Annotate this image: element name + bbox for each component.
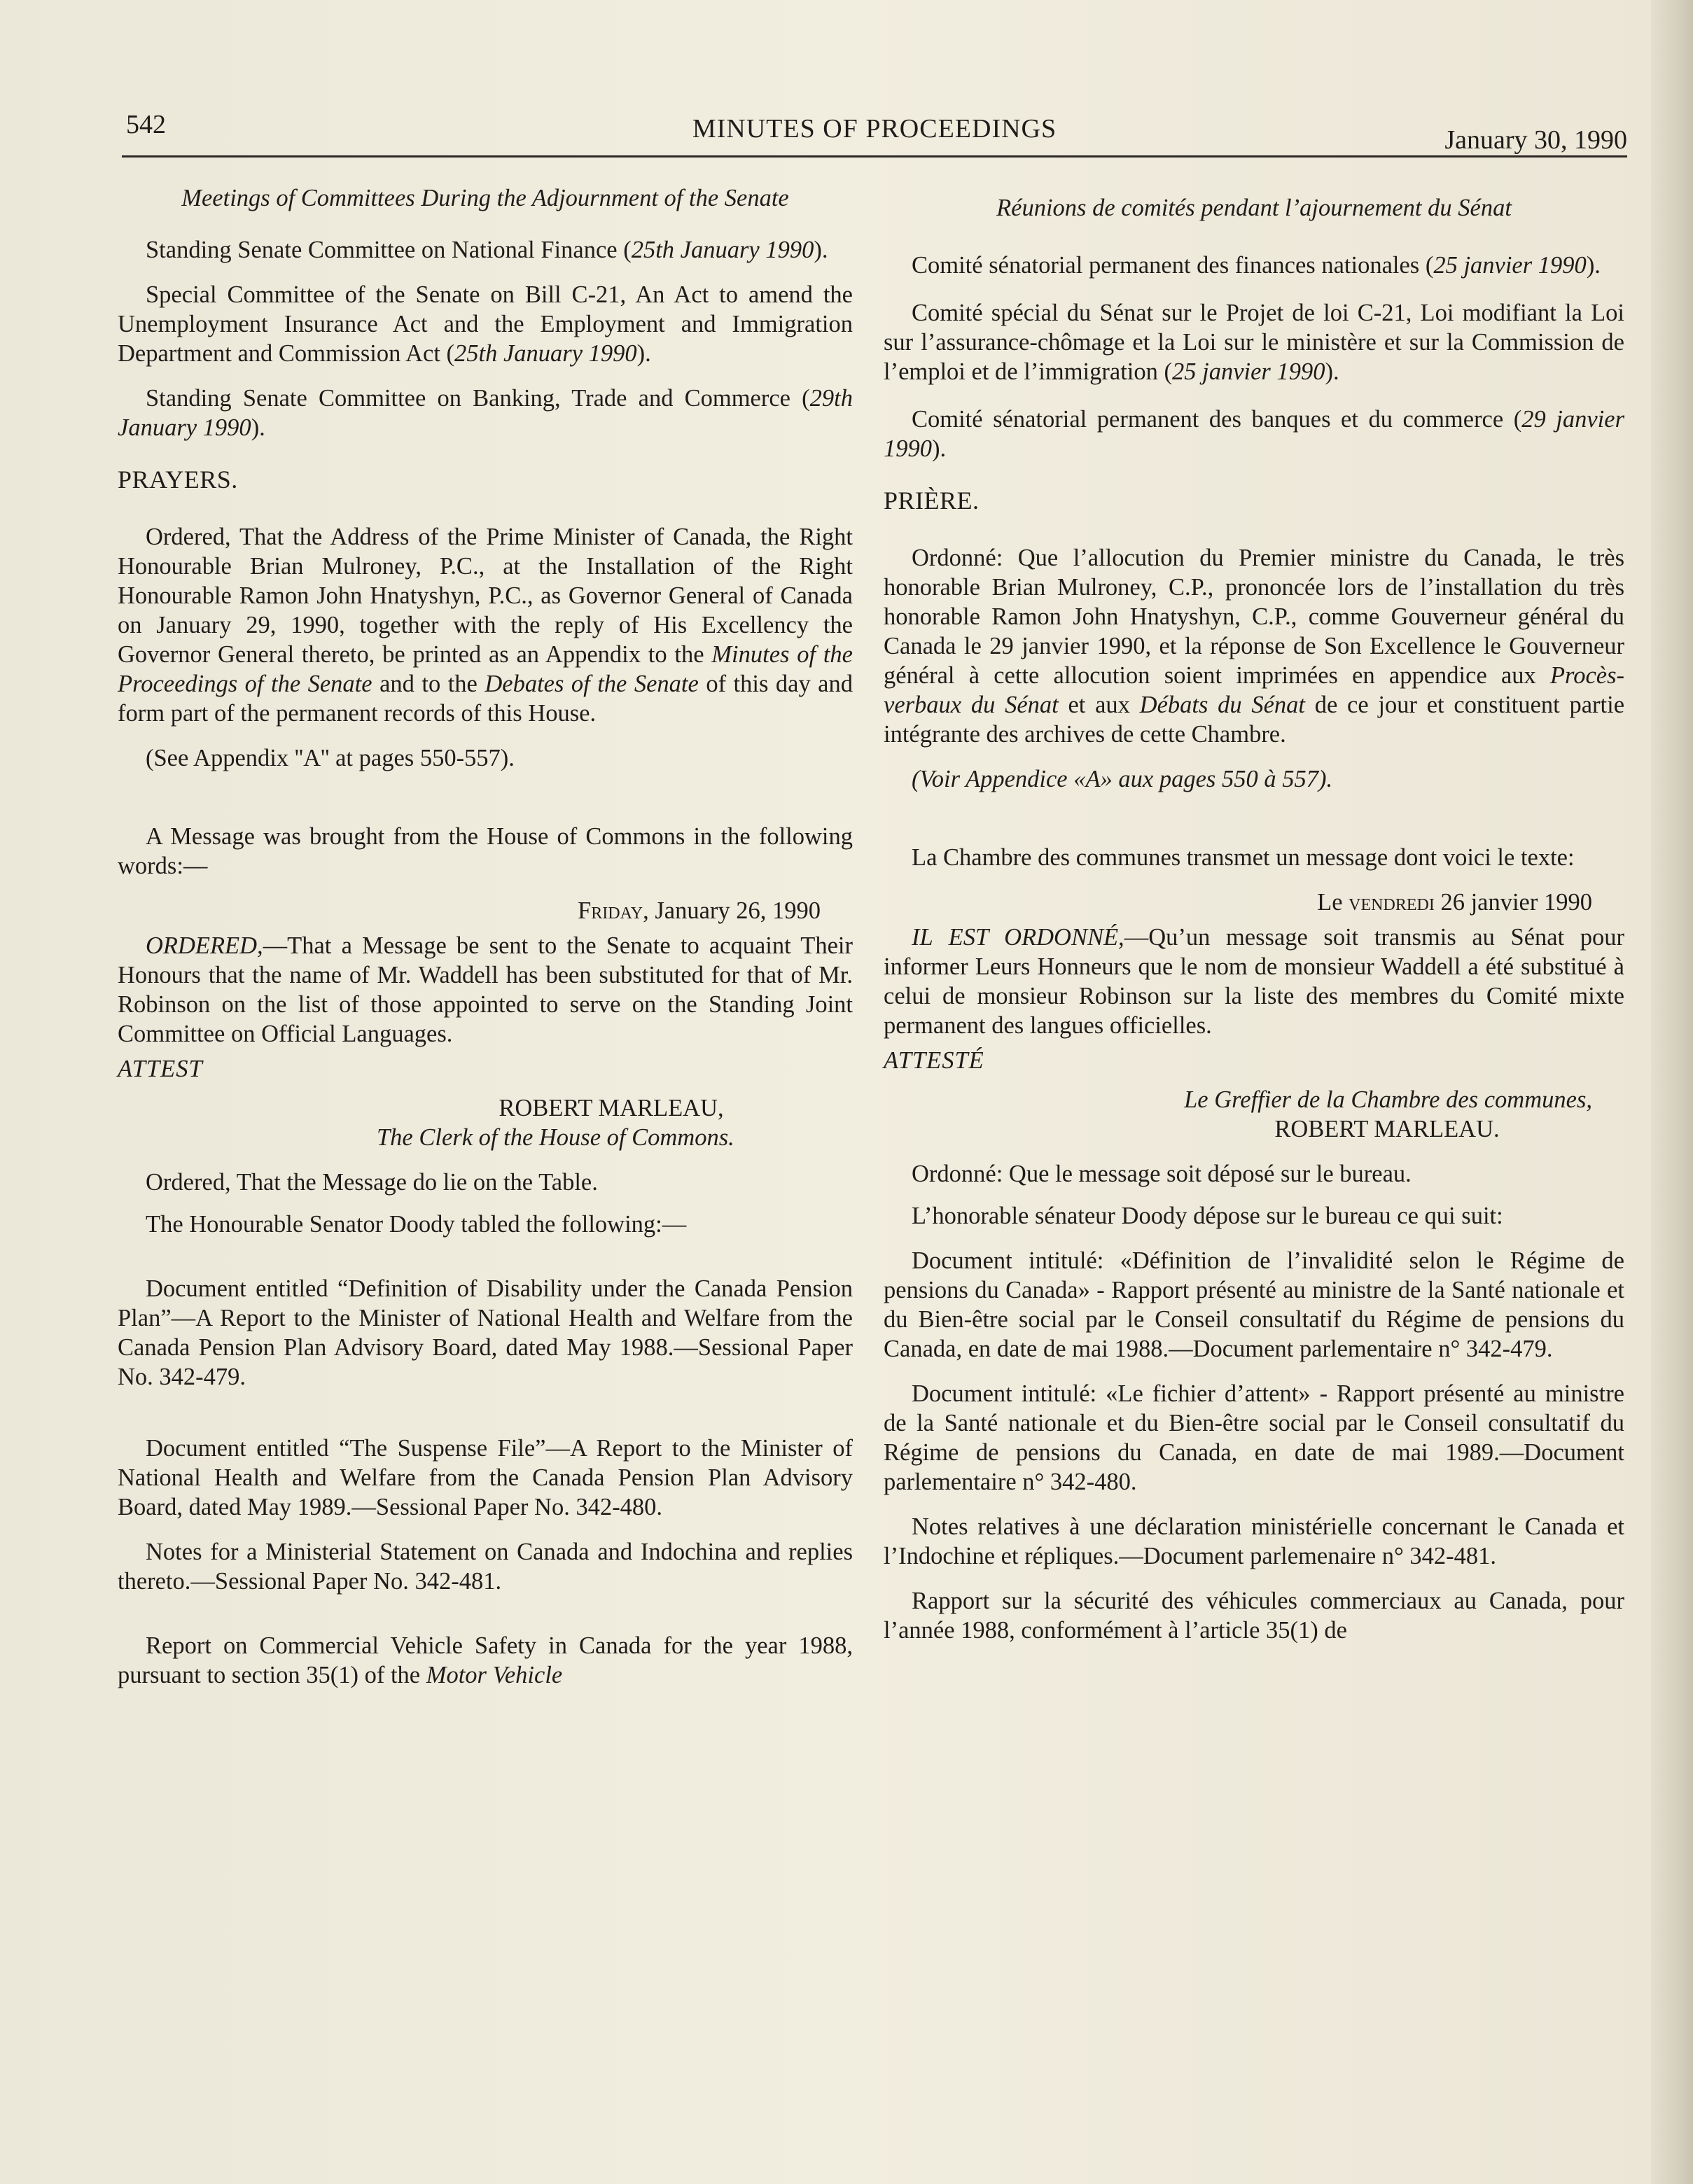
ordered-address-paragraph: Ordered, That the Address of the Prime Minister of Canada, the Right Honourable Brian Mulroney, P.C., at the Installation of the Right Honourable Ramon John Hnatyshyn, P.C., as Governor General of Canada on January 29, 1990, together with the reply of His Excellency the Governor General thereto, be printed as an Appendix to the Minutes of the Proceedings of the Senate and to the Debates of the Senate of this day and form part of the permanent records of this House. [118,524,853,727]
page-edge [1651,0,1693,2184]
sessional-document: Document entitled “Definition of Disability under the Canada Pension Plan”—A Report to the Minister of National Health and Welfare from the Canada Pension Plan Advisory Board, dated May 1988.—Sessional Paper No. 342-479. [118,1275,853,1390]
committee-entry-fr: Comité sénatorial permanent des banques et du commerce (29 janvier 1990). [884,406,1624,462]
ordered-table: Ordered, That the Message do lie on the Table. [146,1169,598,1196]
page-number: 542 [126,110,166,139]
report-paragraph: Report on Commercial Vehicle Safety in Canada for the year 1988, pursuant to section 35(1) of the Motor Vehicle [118,1632,853,1688]
clerk-name-fr: ROBERT MARLEAU. [1274,1116,1500,1142]
page-header [122,105,1627,158]
attest-label: ATTEST [118,1056,203,1082]
sessional-document-fr: Document intitulé: «Le fichier d’attent» - Rapport présenté au ministre de la Santé nationale et du Bien-être social par le Conseil consultatif du Régime de pensions du Canada, en date de mai 1989.—Document parlementaire n° 342-480. [884,1380,1624,1495]
sessional-document: Document entitled “The Suspense File”—A Report to the Minister of National Health and Welfare from the Canada Pension Plan Advisory Board, dated May 1989.—Sessional Paper No. 342-480. [118,1435,853,1520]
message-date: Friday, January 26, 1990 [578,897,821,924]
ordered-address-paragraph-fr: Ordonné: Que l’allocution du Premier ministre du Canada, le très honorable Brian Mulroney, C.P., prononcée lors de l’installation du très honorable Ramon John Hnatyshyn, C.P., comme Gouverneur général du Canada le 29 janvier 1990, et la réponse de Son Excellence le Gouverneur général à cette allocution soient imprimées en appendice aux Procès-verbaux du Sénat et aux Débats du Sénat de ce jour et constituent partie intégrante des archives de cette Chambre. [884,545,1625,748]
committee-entry: Standing Senate Committee on Banking, Trade and Commerce (29th January 1990). [118,385,853,441]
committee-entry: Special Committee of the Senate on Bill C-21, An Act to amend the Unemployment Insurance Act and the Employment and Immigration Department and Commission Act (25th January 1990). [118,281,853,367]
committee-entry-fr: Comité spécial du Sénat sur le Projet de loi C-21, Loi modifiant la Loi sur l’assurance-chômage et la Loi sur le ministère et sur la Commission de l’emploi et de l’immigration (25 janvier 1990). [884,300,1624,385]
sessional-document-fr: Document intitulé: «Définition de l’invalidité selon le Régime de pensions du Canada» - Rapport présenté au ministre de la Santé nationale et du Bien-être social par le Conseil consultatif du Régime de pensions du Canada, en date de mai 1988.—Document parlementaire n° 342-479. [884,1247,1624,1362]
committee-entry: Standing Senate Committee on National Finance (25th January 1990). [146,237,828,263]
message-intro: A Message was brought from the House of Commons in the following words:— [118,823,853,879]
french-column [884,183,1624,1645]
report-paragraph-fr: Rapport sur la sécurité des véhicules commerciaux au Canada, pour l’année 1988, conformément à l’article 35(1) de [884,1588,1624,1644]
message-ordered-fr: IL EST ORDONNÉ,—Qu’un message soit transmis au Sénat pour informer Leurs Honneurs que le nom de monsieur Waddell a été substitué à celui de monsieur Robinson sur la liste des membres du Comité mixte permanent des langues officielles. [884,924,1625,1039]
clerk-name: ROBERT MARLEAU, [499,1095,724,1121]
attest-label-fr: ATTESTÉ [884,1047,984,1074]
ordered-table-fr: Ordonné: Que le message soit déposé sur le bureau. [912,1161,1412,1187]
message-intro-fr: La Chambre des communes transmet un message dont voici le texte: [912,844,1575,871]
see-appendix-note-fr: (Voir Appendice «A» aux pages 550 à 557). [912,766,1333,792]
sessional-document-fr: Notes relatives à une déclaration ministérielle concernant le Canada et l’Indochine et répliques.—Document parlemenaire n° 342-481. [884,1513,1624,1569]
tabled-intro: The Honourable Senator Doody tabled the following:— [146,1211,687,1238]
clerk-title-fr: Le Greffier de la Chambre des communes, [1184,1086,1592,1113]
meetings-heading: Meetings of Committees During the Adjournment of the Senate [181,185,789,211]
see-appendix-note: (See Appendix ''A'' at pages 550-557). [146,745,515,771]
message-ordered: ORDERED,—That a Message be sent to the Senate to acquaint Their Honours that the name of Mr. Waddell has been substituted for that of Mr. Robinson on the list of those appointed to serve on the Standing Joint Committee on Official Languages. [118,932,853,1047]
prayers-heading-fr: PRIÈRE. [884,486,980,514]
prayers-heading: PRAYERS. [118,465,238,493]
clerk-title: The Clerk of the House of Commons. [377,1124,734,1151]
sessional-document: Notes for a Ministerial Statement on Canada and Indochina and replies thereto.—Sessional Paper No. 342-481. [118,1539,853,1595]
meetings-heading-fr: Réunions de comités pendant l’ajournement du Sénat [996,195,1512,221]
header-date: January 30, 1990 [1444,125,1627,155]
tabled-intro-fr: L’honorable sénateur Doody dépose sur le bureau ce qui suit: [912,1203,1503,1229]
running-title: MINUTES OF PROCEEDINGS [692,114,1057,144]
message-date-fr: Le vendredi 26 janvier 1990 [1317,889,1592,916]
committee-entry-fr: Comité sénatorial permanent des finances nationales (25 janvier 1990). [912,252,1601,279]
english-column [118,183,853,1690]
